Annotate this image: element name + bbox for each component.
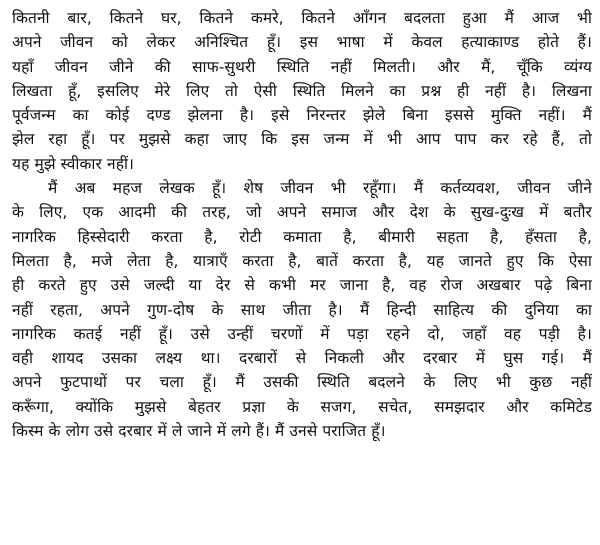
paragraph-2 [12,176,592,443]
text-line: अपने जीवन को लेकर अनिश्चित हूँ। इस भाषा में केवल हत्याकाण्ड होते हैं। [12,33,592,52]
text-line: के लिए, एक आदमी की तरह, जो अपने समाज और देश के सुख-दुःख में बतौर [12,203,592,222]
text-line: लिखता हूँ, इसलिए मेरे लिए तो ऐसी स्थिति मिलने का प्रश्न ही नहीं है। लिखना [12,81,592,100]
text-line: नागरिक कतई नहीं हूँ। उसे उन्हीं चरणों में पड़ा रहने दो, जहाँ वह पड़ी है। [12,324,592,343]
text-line: यहाँ जीवन जीने की साफ-सुथरी स्थिति नहीं मिलती। और मैं, चूँकि व्यंग्य [12,57,592,76]
text-line: पूर्वजन्म का कोई दण्ड झेलना है। इसे निरन्तर झेले बिना इससे मुक्ति नहीं। मैं [12,106,592,125]
text-line: मिलता है, मजे लेता है, यात्राएँ करता है, बातें करता है, यह जानते हुए कि ऐसा [12,251,592,270]
text-line: नहीं रहता, अपने गुण-दोष के साथ जीता है। मैं हिन्दी साहित्य की दुनिया का [12,300,592,319]
text-line: झेल रहा हूँ। पर मुझसे कहा जाए कि इस जन्म में भी आप पाप कर रहे हैं, तो [12,130,592,149]
text-line: वही शायद उसका लक्ष्य था। दरबारों से निकली और दरबार में घुस गई। मैं [12,349,592,368]
text-line: ही करते हुए उसे जल्दी या देर से कभी मर जाना है, वह रोज अखबार पढ़े बिना [12,276,592,295]
text-line: अपने फुटपाथों पर चला हूँ। मैं उसकी स्थिति बदलने के लिए भी कुछ नहीं [12,373,592,392]
text-line-last: यह मुझे स्वीकार नहीं। [12,154,135,173]
text-line-first: मैं अब महज लेखक हूँ। शेष जीवन भी रहूँगा। मैं कर्तव्यवश, जीवन जीने [48,179,592,198]
text-line: कितनी बार, कितने घर, कितने कमरे, कितने आँगन बदलता हुआ मैं आज भी [12,9,592,27]
text-line: करूँगा, क्योंकि मुझसे बेहतर प्रज्ञा के सजग, सचेत, समझदार और कमिटेड [12,397,592,416]
text-line: नागरिक हिस्सेदारी करता है, रोटी कमाता है, बीमारी सहता है, हँसता है, [12,227,592,246]
paragraph-1 [12,6,592,176]
text-line-last: किस्म के लोग उसे दरबार में ले जाने में लगे हैं। मैं उनसे पराजित हूँ। [12,422,386,441]
